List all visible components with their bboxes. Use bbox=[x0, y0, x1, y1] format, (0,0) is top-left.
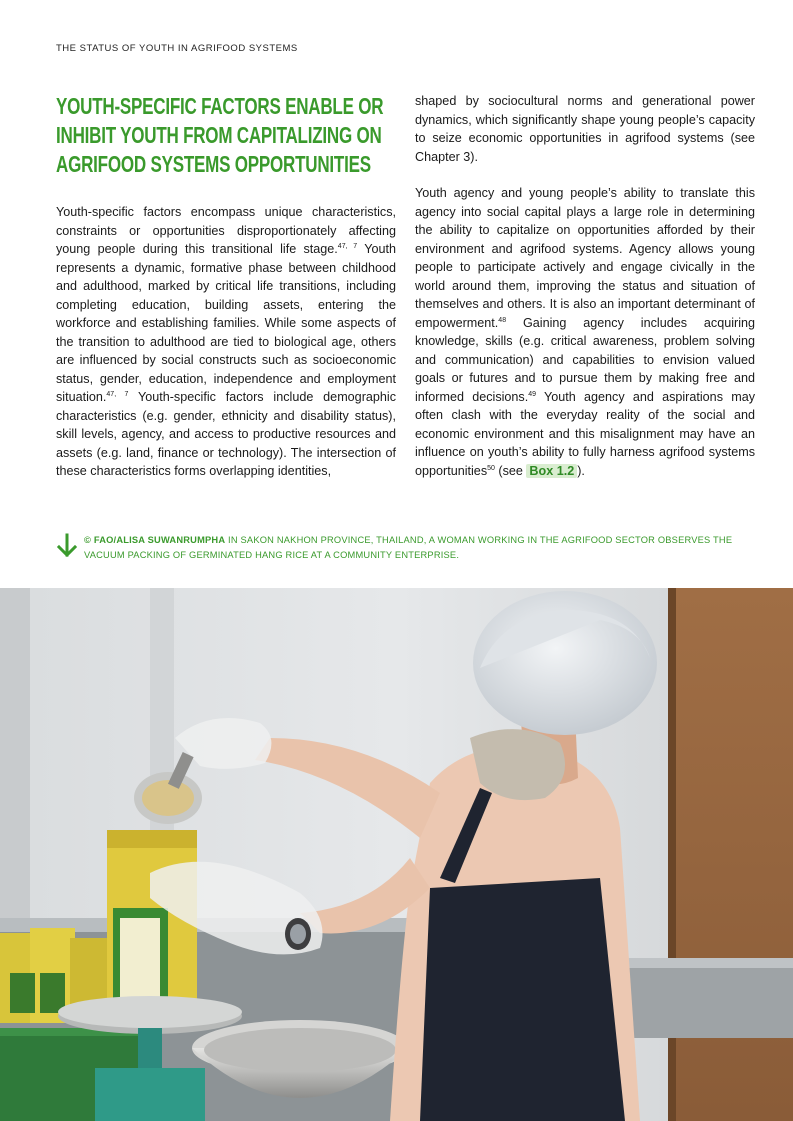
text-span: Youth agency and young people’s ability to translate this agency into social capital plays a large role in determining the ability to capitalize on opportunities afforded by their environment and agrifood systems. Agency allows young people to participate actively and engage civically in the world around them, improving the status and situation of themselves and others. It is also an important determinant of empowerment. bbox=[415, 186, 755, 330]
footnote-ref[interactable]: 50 bbox=[487, 464, 495, 472]
left-paragraph bbox=[56, 203, 396, 481]
footnote-ref[interactable]: 48 bbox=[498, 316, 507, 324]
text-span: Youth represents a dynamic, formative phase between childhood and adulthood, marked by critical life transitions, including completing education, building assets, entering the workforce and establishing families. While some aspects of the transition to adulthood are tied to biological age, others are influenced by social constructs such as socioeconomic status, gender, education, independence and employment situation. bbox=[56, 242, 396, 404]
arrow-down-icon bbox=[56, 533, 78, 559]
box-link[interactable]: Box 1.2 bbox=[526, 464, 577, 478]
caption-description: IN SAKON NAKHON PROVINCE, THAILAND, A WOMAN WORKING IN THE AGRIFOOD SECTOR OBSERVES THE VACUUM PACKING OF GERMINATED HANG RICE AT A COMMUNITY ENTERPRISE. bbox=[84, 535, 733, 560]
footnote-ref[interactable]: 47, 7 bbox=[337, 242, 358, 250]
text-span: Youth-specific factors encompass unique characteristics, constraints or opportunities disproportionately affecting young people during this transitional life stage. bbox=[56, 205, 396, 256]
text-span: ). bbox=[577, 463, 585, 478]
footnote-ref[interactable]: 49 bbox=[528, 390, 537, 398]
right-paragraph-1: shaped by sociocultural norms and generational power dynamics, which significantly shape young people’s capacity to seize economic opportunities in agrifood systems (see Chapter 3). bbox=[415, 94, 755, 164]
text-span: Gaining agency includes acquiring knowledge, skills (e.g. critical awareness, problem solving and communication) and capabilities to envision valued goals or futures and to pursue them by making free and informed decisions. bbox=[415, 315, 755, 404]
right-paragraph-2 bbox=[415, 184, 755, 480]
text-span: (see bbox=[494, 463, 527, 478]
photo bbox=[0, 588, 793, 1121]
running-header: THE STATUS OF YOUTH IN AGRIFOOD SYSTEMS bbox=[56, 43, 298, 54]
photo-caption bbox=[56, 533, 756, 563]
right-column bbox=[415, 92, 755, 480]
left-column bbox=[56, 203, 396, 481]
caption-text bbox=[84, 533, 756, 563]
section-heading: YOUTH-SPECIFIC FACTORS ENABLE OR INHIBIT YOUTH FROM CAPITALIZING ON AGRIFOOD SYSTEMS OPPORTUNITIES bbox=[56, 93, 384, 177]
text-span: Youth-specific factors include demographic characteristics (e.g. gender, ethnicity and disability status), skill levels, agency, and access to productive resources and assets (e.g. land, finance or technology). The intersection of these characteristics forms overlapping identities, bbox=[56, 390, 396, 478]
text-span: Youth agency and aspirations may often clash with the everyday reality of the social and economic environment and this misalignment may have an influence on youth’s ability to fully harness agrifood systems opportunities bbox=[415, 389, 756, 478]
footnote-ref[interactable]: 47, 7 bbox=[106, 390, 129, 398]
photo-credit: © FAO/ALISA SUWANRUMPHA bbox=[84, 535, 226, 545]
